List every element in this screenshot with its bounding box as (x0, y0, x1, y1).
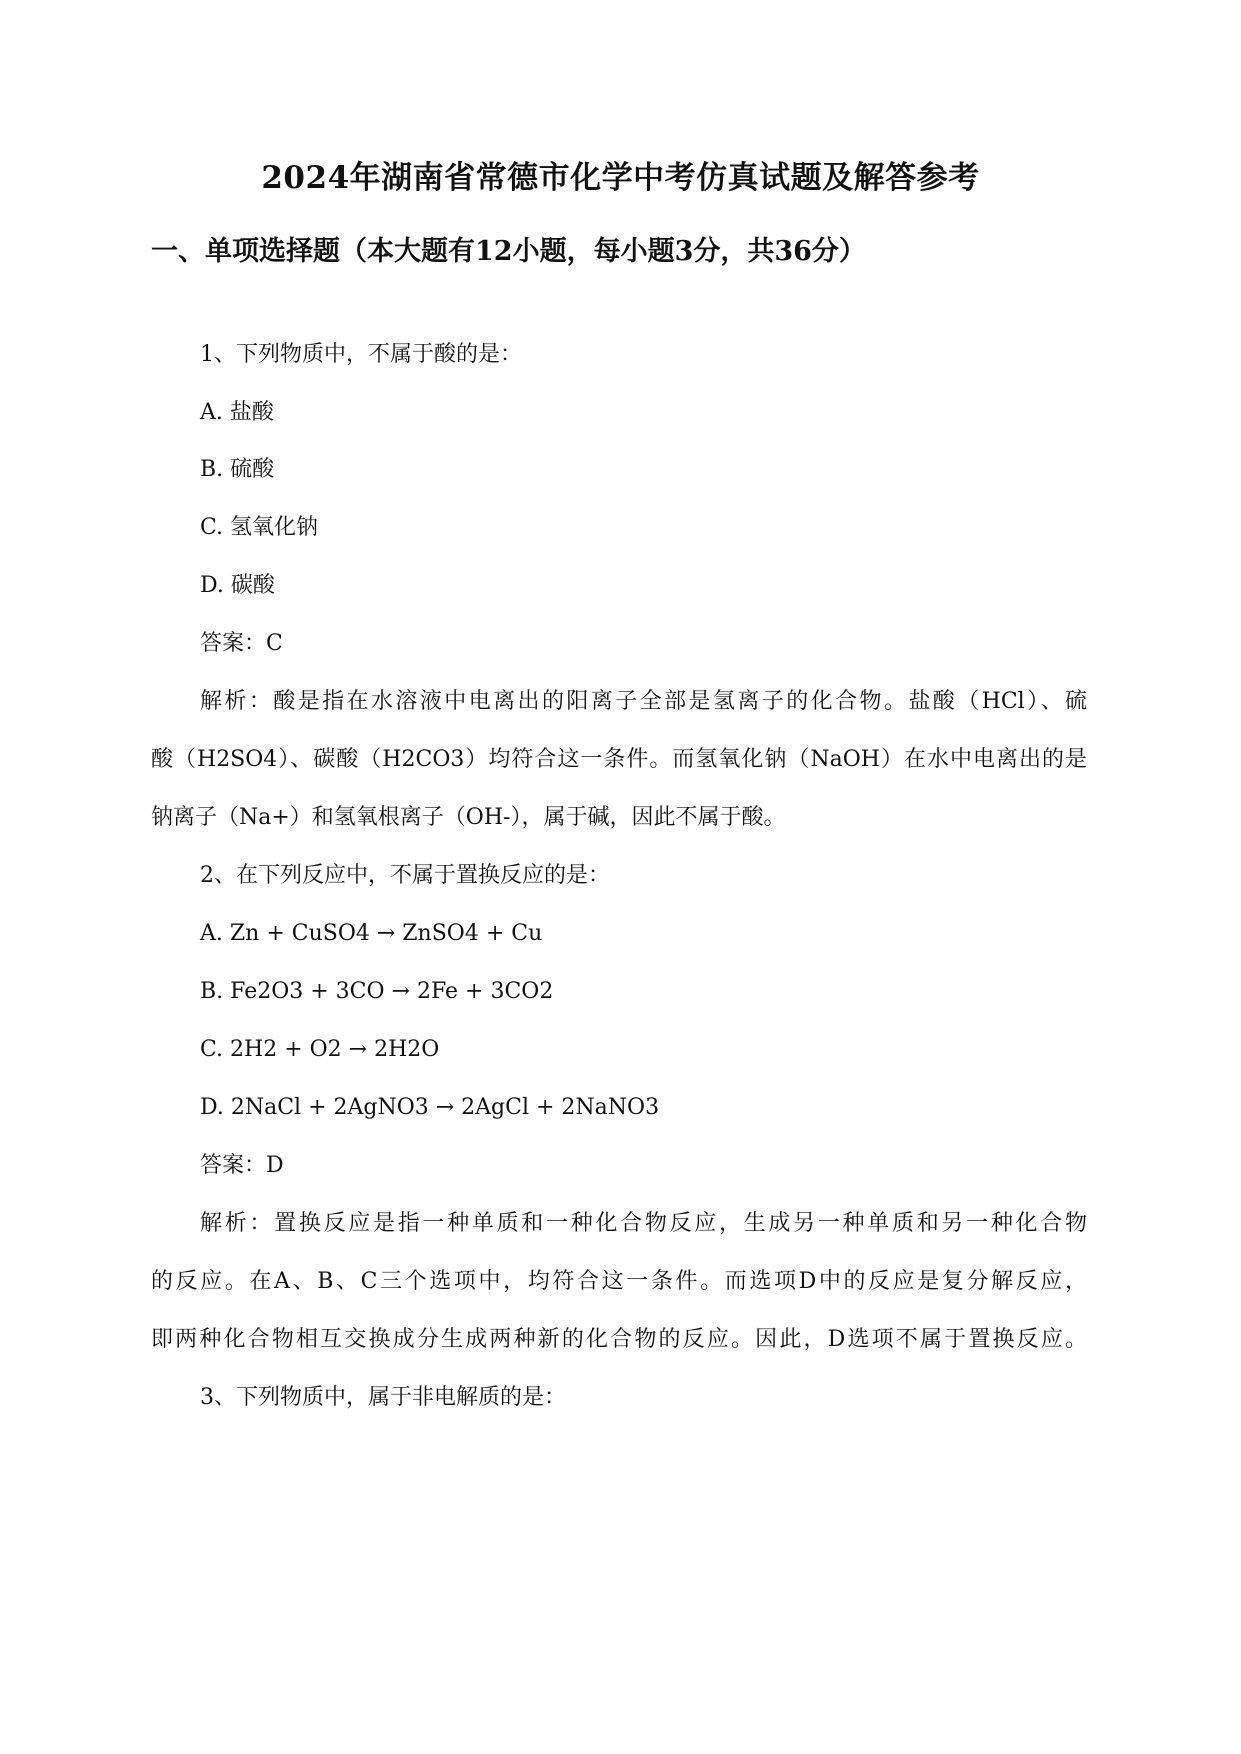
q1-option-c: C. 氢氧化钠 (200, 515, 319, 540)
q2-explanation-line: 即两种化合物相互交换成分生成两种新的化合物的反应。因此，D选项不属于置换反应。 (151, 1327, 1087, 1352)
q1-option-a: A. 盐酸 (200, 400, 274, 425)
question-2-stem: 2、在下列反应中，不属于置换反应的是： (200, 863, 610, 888)
q1-option-d: D. 碳酸 (200, 573, 275, 598)
q2-option-a: A. Zn + CuSO4 → ZnSO4 + Cu (200, 921, 543, 946)
question-1-stem: 1、下列物质中，不属于酸的是： (200, 342, 522, 367)
q2-option-c: C. 2H2 + O2 → 2H2O (200, 1037, 440, 1062)
q1-option-b: B. 硫酸 (200, 457, 275, 482)
page-title: 2024年湖南省常德市化学中考仿真试题及解答参考 (261, 160, 980, 196)
q2-explanation-line: 的反应。在A、B、C三个选项中，均符合这一条件。而选项D中的反应是复分解反应， (151, 1269, 1087, 1294)
q1-answer: 答案：C (200, 631, 283, 656)
section-heading: 一、单项选择题（本大题有12小题，每小题3分，共36分） (151, 236, 866, 267)
q1-explanation-line: 钠离子（Na+）和氢氧根离子（OH-），属于碱，因此不属于酸。 (151, 805, 786, 830)
q2-explanation-line: 解析：置换反应是指一种单质和一种化合物反应，生成另一种单质和另一种化合物 (200, 1211, 1087, 1236)
q2-option-b: B. Fe2O3 + 3CO → 2Fe + 3CO2 (200, 979, 554, 1004)
q1-explanation-line: 酸（H2SO4）、碳酸（H2CO3）均符合这一条件。而氢氧化钠（NaOH）在水中电离出的是 (151, 747, 1087, 772)
q2-option-d: D. 2NaCl + 2AgNO3 → 2AgCl + 2NaNO3 (200, 1095, 660, 1120)
q2-answer: 答案：D (200, 1153, 284, 1178)
question-3-stem: 3、下列物质中，属于非电解质的是： (200, 1385, 566, 1410)
q1-explanation-line: 解析：酸是指在水溶液中电离出的阳离子全部是氢离子的化合物。盐酸（HCl）、硫 (200, 689, 1087, 714)
